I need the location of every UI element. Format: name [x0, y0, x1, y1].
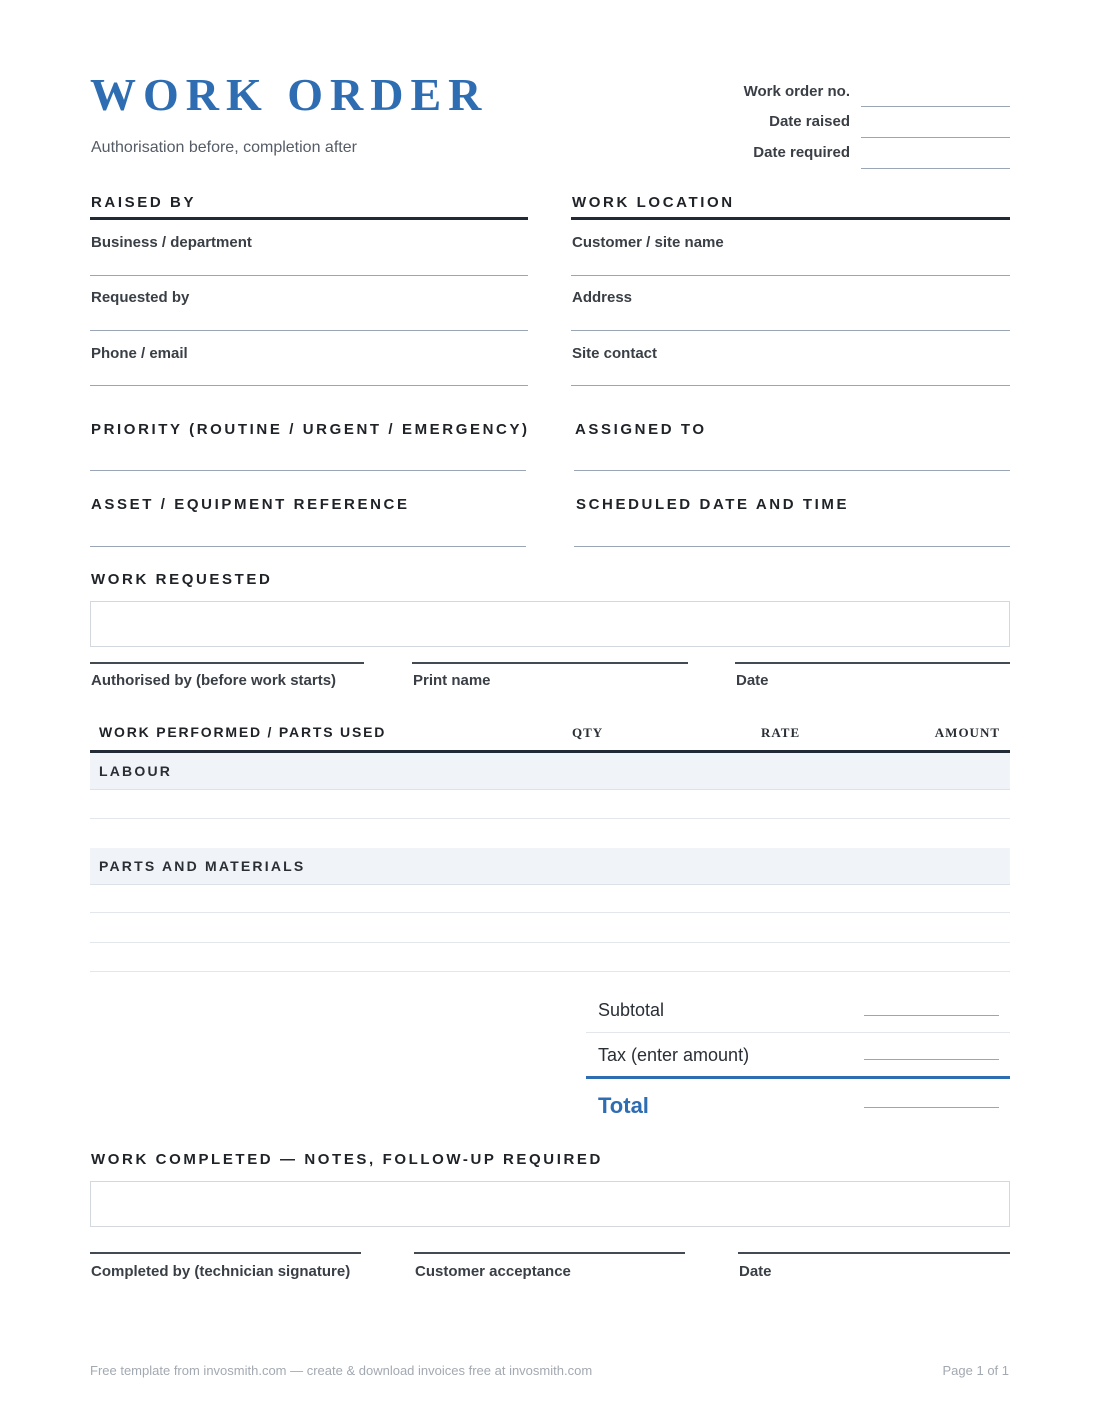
priority-heading: PRIORITY (ROUTINE / URGENT / EMERGENCY) — [91, 421, 530, 438]
table-row[interactable] — [90, 971, 1010, 972]
total-rule — [586, 1076, 1010, 1079]
labour-category-row — [90, 753, 1010, 790]
table-row[interactable] — [90, 818, 1010, 819]
phone-email-field[interactable] — [90, 385, 528, 386]
tax-field[interactable] — [864, 1059, 999, 1060]
col-rate: RATE — [761, 725, 801, 740]
labour-heading: LABOUR — [99, 763, 173, 779]
phone-email-label: Phone / email — [91, 345, 188, 362]
assigned-to-field[interactable] — [574, 470, 1010, 471]
requested-by-field[interactable] — [90, 330, 528, 331]
requested-by-label: Requested by — [91, 289, 190, 306]
print-name-label: Print name — [413, 672, 491, 689]
raised-by-rule — [90, 217, 528, 220]
table-row[interactable] — [90, 942, 1010, 943]
priority-field[interactable] — [90, 470, 526, 471]
date-raised-label: Date raised — [769, 113, 850, 130]
subtotal-divider — [586, 1032, 1010, 1033]
table-row[interactable] — [90, 912, 1010, 913]
authorised-date-label: Date — [736, 672, 769, 689]
authorised-by-label: Authorised by (before work starts) — [91, 672, 337, 689]
work-completed-heading: WORK COMPLETED — NOTES, FOLLOW-UP REQUIRED — [91, 1151, 603, 1168]
footer-credit: Free template from invosmith.com — create & download invoices free at invosmith.com — [90, 1363, 593, 1378]
work-completed-box[interactable] — [90, 1181, 1010, 1227]
total-field[interactable] — [864, 1107, 999, 1108]
customer-acceptance-line[interactable] — [414, 1252, 685, 1254]
col-amount: AMOUNT — [934, 725, 1000, 740]
date-raised-field[interactable] — [861, 137, 1010, 138]
asset-reference-field[interactable] — [90, 546, 526, 547]
total-label: Total — [598, 1093, 649, 1118]
work-location-heading: WORK LOCATION — [572, 194, 735, 211]
customer-acceptance-label: Customer acceptance — [415, 1263, 571, 1280]
work-requested-heading: WORK REQUESTED — [91, 571, 273, 588]
address-label: Address — [572, 289, 633, 306]
site-contact-label: Site contact — [572, 345, 658, 362]
address-field[interactable] — [571, 330, 1010, 331]
page-subtitle: Authorisation before, completion after — [91, 139, 357, 156]
assigned-to-heading: ASSIGNED TO — [575, 421, 707, 438]
work-order-no-label: Work order no. — [743, 83, 850, 100]
print-name-line[interactable] — [412, 662, 688, 664]
business-department-field[interactable] — [90, 275, 528, 276]
subtotal-field[interactable] — [864, 1015, 999, 1016]
raised-by-heading: RAISED BY — [91, 194, 197, 211]
asset-reference-heading: ASSET / EQUIPMENT REFERENCE — [91, 496, 410, 513]
completed-date-label: Date — [739, 1263, 772, 1280]
tax-label: Tax (enter amount) — [598, 1045, 750, 1065]
scheduled-date-heading: SCHEDULED DATE AND TIME — [576, 496, 850, 513]
col-qty: QTY — [572, 725, 604, 740]
col-work-performed: WORK PERFORMED / PARTS USED — [99, 724, 387, 740]
work-location-rule — [571, 217, 1010, 220]
work-order-no-field[interactable] — [861, 106, 1010, 107]
completed-date-line[interactable] — [738, 1252, 1010, 1254]
parts-category-row — [90, 848, 1010, 885]
date-required-field[interactable] — [861, 168, 1010, 169]
customer-site-name-label: Customer / site name — [572, 234, 724, 251]
parts-heading: PARTS AND MATERIALS — [99, 858, 306, 874]
page-number: Page 1 of 1 — [942, 1363, 1009, 1378]
business-department-label: Business / department — [91, 234, 252, 251]
authorised-by-signature-line[interactable] — [90, 662, 364, 664]
subtotal-label: Subtotal — [598, 1000, 665, 1020]
site-contact-field[interactable] — [571, 385, 1010, 386]
work-requested-box[interactable] — [90, 601, 1010, 647]
completed-by-label: Completed by (technician signature) — [91, 1263, 351, 1280]
scheduled-date-field[interactable] — [574, 546, 1010, 547]
page-title: WORK ORDER — [90, 69, 489, 120]
authorised-date-line[interactable] — [735, 662, 1010, 664]
customer-site-name-field[interactable] — [571, 275, 1010, 276]
date-required-label: Date required — [753, 144, 850, 161]
technician-signature-line[interactable] — [90, 1252, 361, 1254]
